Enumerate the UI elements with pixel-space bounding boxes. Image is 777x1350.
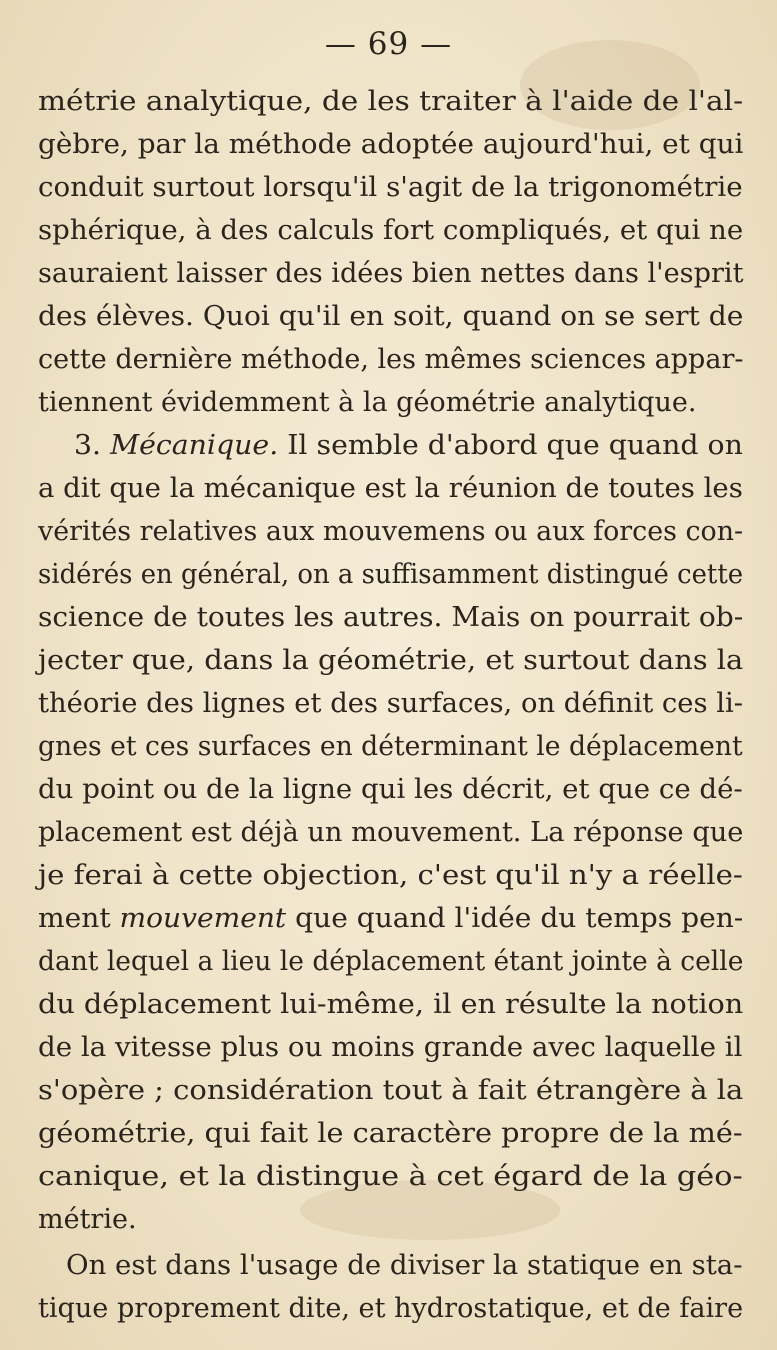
text-line bbox=[74, 430, 743, 461]
line-text: sauraient laisser des idées bien nettes dans l'esprit bbox=[38, 258, 744, 289]
line-text: géométrie, qui fait le caractère propre de la mé- bbox=[38, 1118, 743, 1149]
line-text: s'opère ; considération tout à fait étrangère à la bbox=[38, 1075, 744, 1106]
line-text: du déplacement lui-même, il en résulte la notion bbox=[38, 989, 744, 1020]
text-line bbox=[38, 946, 743, 977]
line-text: science de toutes les autres. Mais on pourrait ob- bbox=[38, 602, 744, 633]
line-text: métrie. bbox=[38, 1204, 137, 1235]
text-line bbox=[38, 387, 696, 418]
text-line bbox=[38, 559, 743, 590]
text-line bbox=[38, 516, 743, 547]
text-line bbox=[38, 215, 743, 246]
italic-term: Mécanique. bbox=[110, 430, 279, 461]
line-text: de la vitesse plus ou moins grande avec laquelle il bbox=[38, 1032, 743, 1063]
line-text: du point ou de la ligne qui les décrit, et que ce dé- bbox=[38, 774, 743, 805]
line-text: Il semble d'abord que quand on bbox=[278, 430, 743, 461]
text-line bbox=[38, 1032, 742, 1063]
line-text: sidérés en général, on a suffisamment distingué cette bbox=[38, 559, 744, 590]
line-text: que quand l'idée du temps pen- bbox=[286, 903, 744, 934]
line-text: vérités relatives aux mouvemens ou aux forces con- bbox=[38, 516, 744, 547]
line-text: théorie des lignes et des surfaces, on définit ces li- bbox=[38, 688, 743, 719]
line-text: jecter que, dans la géométrie, et surtout dans la bbox=[38, 645, 744, 676]
text-line bbox=[38, 817, 743, 848]
line-text: On est dans l'usage de diviser la statique en sta- bbox=[66, 1250, 743, 1281]
text-line bbox=[66, 1250, 743, 1281]
line-text: je ferai à cette objection, c'est qu'il n'y a réelle- bbox=[38, 860, 743, 891]
line-text: placement est déjà un mouvement. La réponse que bbox=[38, 817, 744, 848]
line-text: tiennent évidemment à la géométrie analytique. bbox=[38, 387, 697, 418]
text-line bbox=[38, 688, 743, 719]
line-text: cette dernière méthode, les mêmes sciences appar- bbox=[38, 344, 744, 375]
line-text: gèbre, par la méthode adoptée aujourd'hui, et qui bbox=[38, 129, 744, 160]
line-text: dant lequel a lieu le déplacement étant jointe à celle bbox=[38, 946, 744, 977]
text-line bbox=[38, 731, 743, 762]
line-text: métrie analytique, de les traiter à l'aide de l'al- bbox=[38, 86, 744, 117]
text-line bbox=[38, 1075, 743, 1106]
text-line bbox=[38, 86, 743, 117]
page-number: — 69 — bbox=[324, 26, 453, 62]
text-line bbox=[38, 903, 743, 934]
line-text: conduit surtout lorsqu'il s'agit de la trigonométrie bbox=[38, 172, 743, 203]
text-line bbox=[38, 774, 743, 805]
text-line bbox=[38, 1161, 743, 1192]
line-text: sphérique, à des calculs fort compliqués, et qui ne bbox=[38, 215, 744, 246]
line-text: canique, et la distingue à cet égard de la géo- bbox=[38, 1161, 743, 1192]
italic-term: mouvement bbox=[119, 903, 287, 934]
text-line bbox=[38, 301, 743, 332]
line-text: des élèves. Quoi qu'il en soit, quand on se sert de bbox=[38, 301, 744, 332]
text-line bbox=[38, 645, 743, 676]
text-line bbox=[38, 860, 743, 891]
text-line bbox=[38, 989, 743, 1020]
text-line bbox=[38, 129, 743, 160]
text-line bbox=[38, 172, 743, 203]
line-text: 3. bbox=[74, 430, 111, 461]
text-line bbox=[38, 258, 743, 289]
text-line bbox=[38, 1118, 743, 1149]
text-line bbox=[38, 344, 743, 375]
line-text: ment bbox=[38, 903, 120, 934]
text-line bbox=[38, 1204, 137, 1235]
line-text: a dit que la mécanique est la réunion de toutes les bbox=[38, 473, 743, 504]
text-line bbox=[38, 473, 743, 504]
text-line bbox=[38, 1293, 743, 1324]
line-text: gnes et ces surfaces en déterminant le déplacement bbox=[38, 731, 743, 762]
line-text: tique proprement dite, et hydrostatique, et de faire bbox=[38, 1293, 744, 1324]
text-line bbox=[38, 602, 743, 633]
